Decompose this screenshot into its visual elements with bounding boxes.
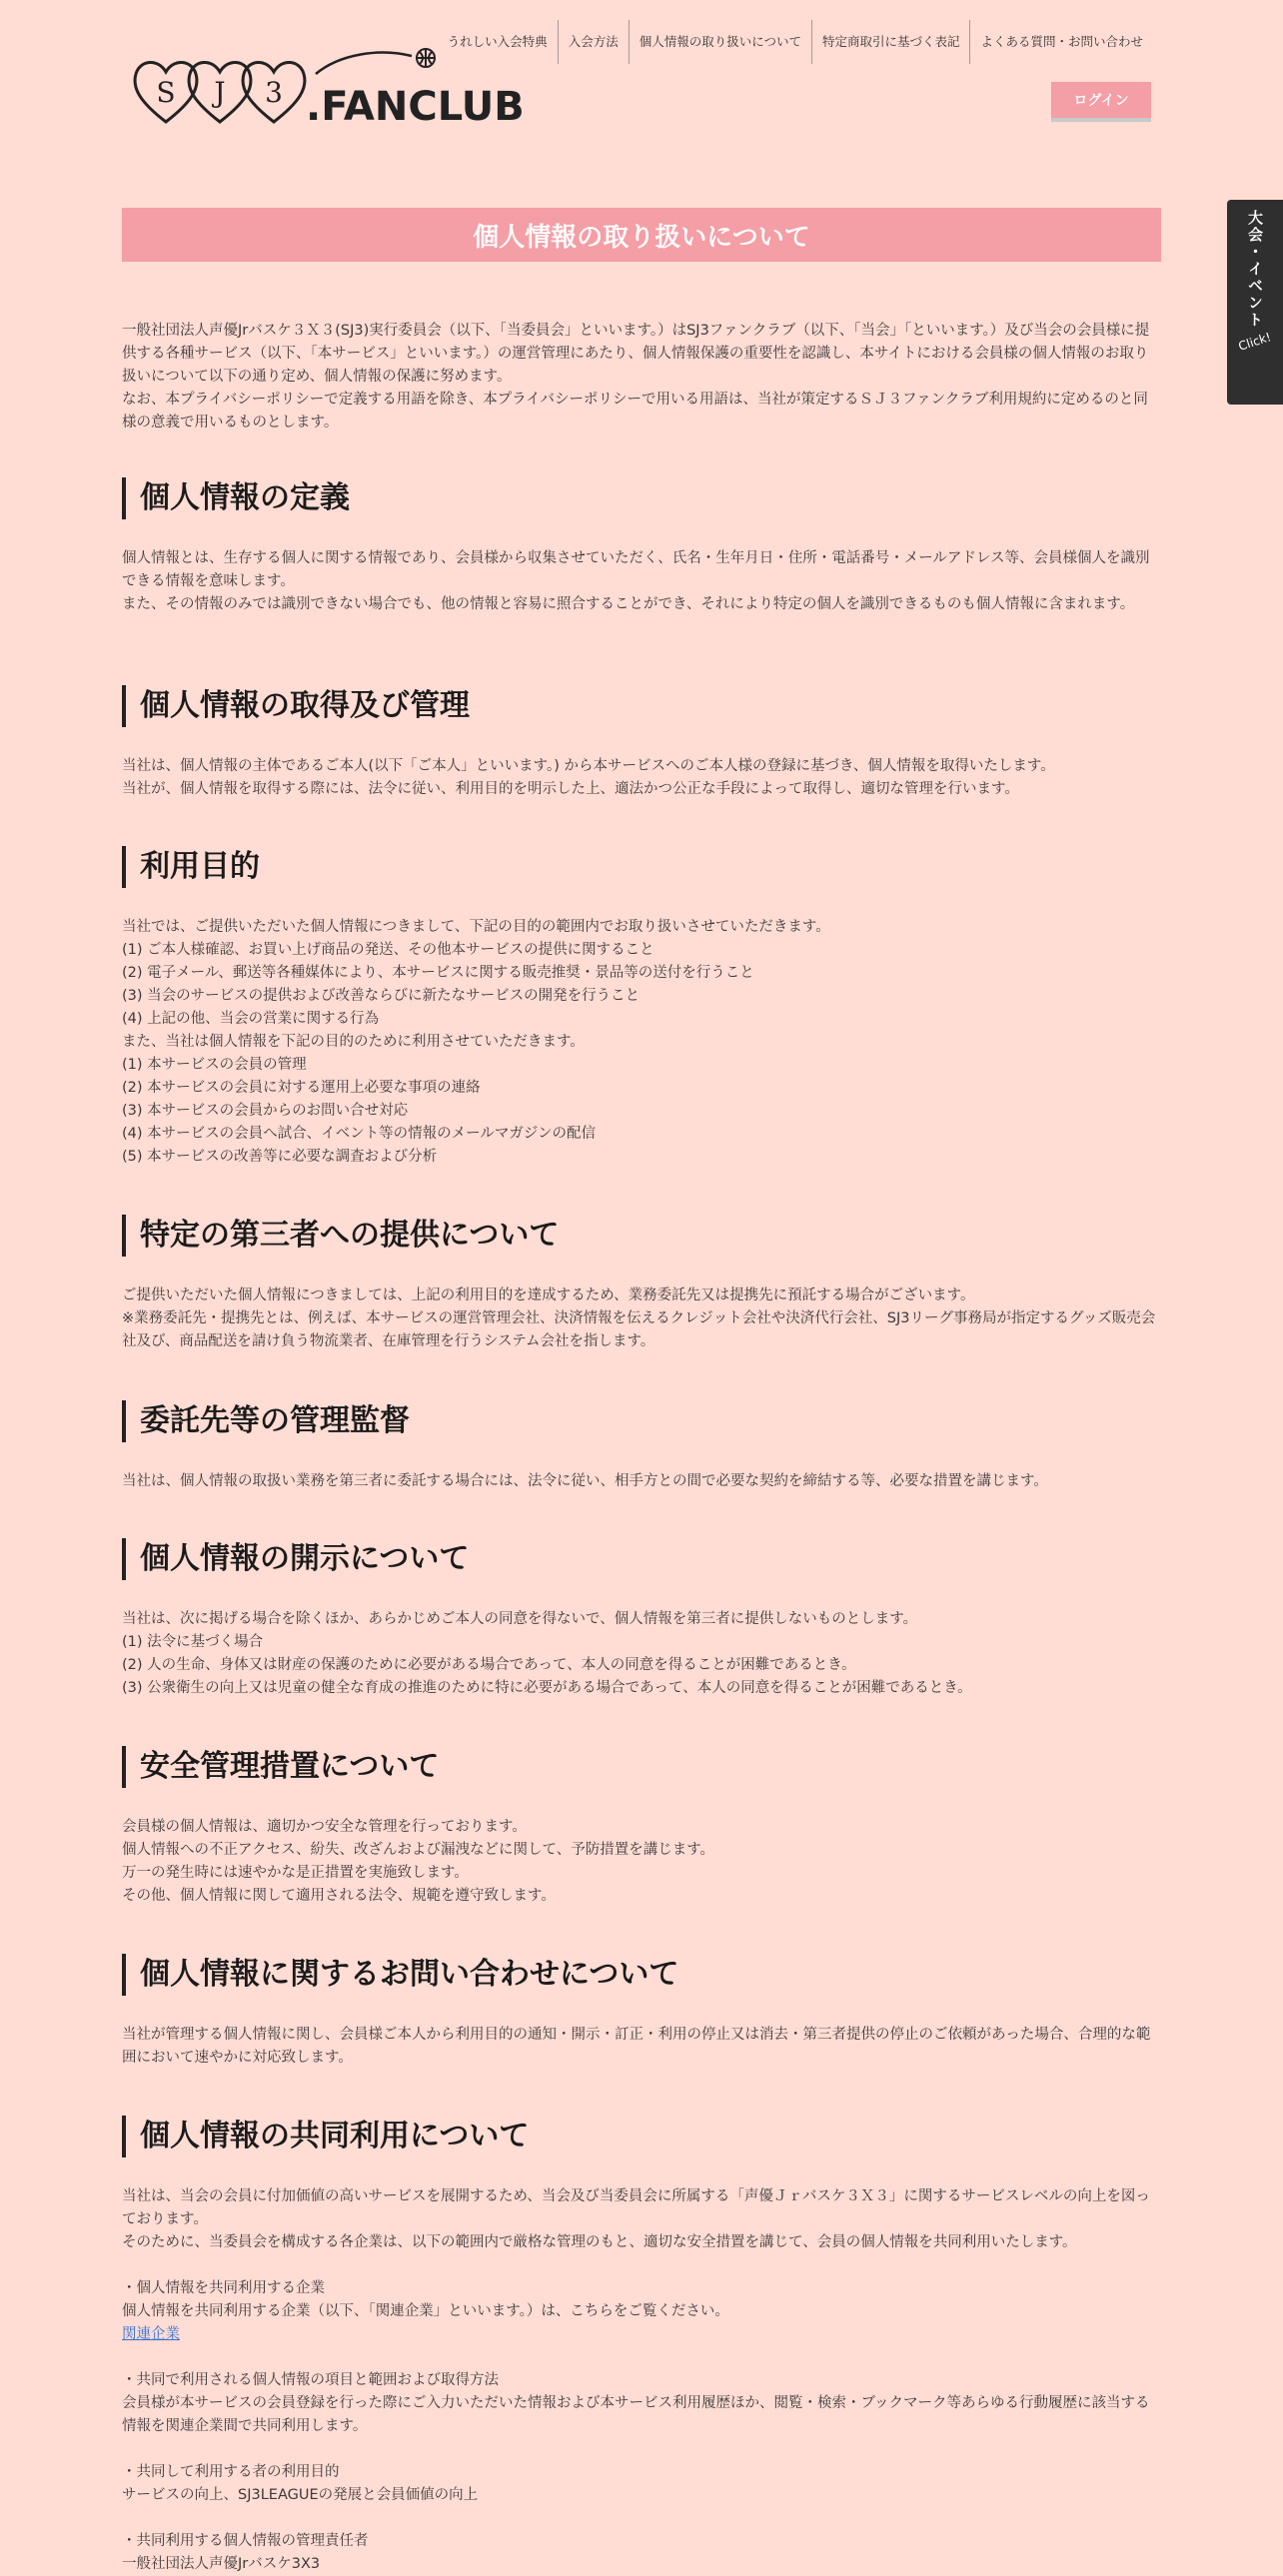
section-definition bbox=[122, 477, 1161, 616]
list-item: (5) 本サービスの改善等に必要な調査および分析 bbox=[122, 1149, 438, 1165]
section-heading: 安全管理措置について bbox=[122, 1746, 1161, 1788]
section-text: 個人情報への不正アクセス、紛失、改ざんおよび漏洩などに関して、予防措置を講じます。 bbox=[122, 1842, 715, 1858]
page-title: 個人情報の取り扱いについて bbox=[122, 208, 1161, 262]
nav-privacy[interactable]: 個人情報の取り扱いについて bbox=[629, 20, 811, 64]
section-third-party bbox=[122, 1215, 1161, 1353]
section-text: 当社は、個人情報の主体であるご本人(以下「ご本人」といいます。) から本サービスへのご本人様の登録に基づき、個人情報を取得いたします。 bbox=[122, 758, 1055, 774]
list-item: (3) 本サービスの会員からのお問い合せ対応 bbox=[122, 1103, 409, 1119]
section-text: 個人情報とは、生存する個人に関する情報であり、会員様から収集させていただく、氏名・生年月日・住所・電話番号・メールアドレス等、会員様個人を識別できる情報を意味します。 bbox=[122, 550, 1150, 589]
nav-join[interactable]: 入会方法 bbox=[558, 20, 629, 64]
list-item: (3) 当会のサービスの提供および改善ならびに新たなサービスの開発を行うこと bbox=[122, 988, 641, 1004]
section-joint-use bbox=[122, 2116, 1161, 2576]
section-text: 一般社団法人声優Jrバスケ3X3 bbox=[122, 2556, 321, 2572]
list-item: (2) 人の生命、身体又は財産の保護のために必要がある場合であって、本人の同意を得ることが困難であるとき。 bbox=[122, 1657, 856, 1673]
list-item: (3) 公衆衛生の向上又は児童の健全な育成の推進のために特に必要がある場合であって、本人の同意を得ることが困難であるとき。 bbox=[122, 1680, 972, 1696]
section-disclosure bbox=[122, 1538, 1161, 1700]
section-text: ※業務委託先・提携先とは、例えば、本サービスの運営管理会社、決済情報を伝えるクレジット会社や決済代行会社、SJ3リーグ事務局が指定するグッズ販売会社及び、商品配送を請け負う物流業者、在庫管理を行うシステム会社を指します。 bbox=[122, 1310, 1156, 1349]
section-text: 当社は、個人情報の取扱い業務を第三者に委託する場合には、法令に従い、相手方との間で必要な契約を締結する等、必要な措置を講じます。 bbox=[122, 1473, 1048, 1489]
section-text: 当社が、個人情報を取得する際には、法令に従い、利用目的を明示した上、適法かつ公正な手段によって取得し、適切な管理を行います。 bbox=[122, 781, 1019, 797]
section-heading: 利用目的 bbox=[122, 846, 1161, 888]
section-heading: 委託先等の管理監督 bbox=[122, 1400, 1161, 1442]
logo-wordmark: .FANCLUB bbox=[306, 84, 525, 130]
section-purpose bbox=[122, 846, 1161, 1169]
list-item: (2) 本サービスの会員に対する運用上必要な事項の連絡 bbox=[122, 1080, 481, 1096]
list-item: (1) 本サービスの会員の管理 bbox=[122, 1057, 307, 1073]
section-text: 当社は、次に掲げる場合を除くほか、あらかじめご本人の同意を得ないで、個人情報を第三者に提供しないものとします。 bbox=[122, 1611, 918, 1627]
section-text: 会員様が本サービスの会員登録を行った際にご入力いただいた情報および本サービス利用履歴ほか、閲覧・検索・ブックマーク等あらゆる行動履歴に該当する情報を関連企業間で共同利用します。 bbox=[122, 2395, 1150, 2434]
subsection-heading: ・共同で利用される個人情報の項目と範囲および取得方法 bbox=[122, 2372, 499, 2388]
section-text: 万一の発生時には速やかな是正措置を実施致します。 bbox=[122, 1865, 469, 1881]
section-heading: 特定の第三者への提供について bbox=[122, 1215, 1161, 1257]
section-security bbox=[122, 1746, 1161, 1908]
section-heading: 個人情報に関するお問い合わせについて bbox=[122, 1954, 1161, 1996]
section-supervision bbox=[122, 1400, 1161, 1493]
logo-arc bbox=[316, 53, 412, 74]
list-item: (1) 法令に基づく場合 bbox=[122, 1634, 264, 1650]
section-heading: 個人情報の開示について bbox=[122, 1538, 1161, 1580]
nav-benefits[interactable]: うれしい入会特典 bbox=[447, 34, 548, 49]
list-item: (4) 上記の他、当会の営業に関する行為 bbox=[122, 1011, 380, 1027]
section-text: 当社は、当会の会員に付加価値の高いサービスを展開するため、当会及び当委員会に所属する「声優Ｊｒバスケ３Ｘ３」に関するサービスレベルの向上を図っております。 bbox=[122, 2188, 1150, 2227]
subsection-heading: ・個人情報を共同利用する企業 bbox=[122, 2280, 325, 2296]
section-text: 当社が管理する個人情報に関し、会員様ご本人から利用目的の通知・開示・訂正・利用の停止又は消去・第三者提供の停止のご依頼があった場合、合理的な範囲において速やかに対応致します。 bbox=[122, 2027, 1151, 2066]
list-item: (1) ご本人様確認、お買い上げ商品の発送、その他本サービスの提供に関すること bbox=[122, 942, 654, 958]
intro bbox=[122, 320, 1161, 434]
list-item: (2) 電子メール、郵送等各種媒体により、本サービスに関する販売推奨・景品等の送付を行うこと bbox=[122, 965, 754, 981]
login-button[interactable]: ログイン bbox=[1051, 82, 1151, 122]
section-heading: 個人情報の定義 bbox=[122, 477, 1161, 519]
section-text: また、当社は個人情報を下記の目的のために利用させていただきます。 bbox=[122, 1034, 585, 1050]
subsection-heading: ・共同利用する個人情報の管理責任者 bbox=[122, 2533, 369, 2549]
nav-commerce-law[interactable]: 特定商取引に基づく表記 bbox=[811, 20, 970, 64]
intro-paragraph: なお、本プライバシーポリシーで定義する用語を除き、本プライバシーポリシーで用いる用語は、当社が策定するＳＪ３ファンクラブ利用規約に定めるのと同様の意義で用いるものとします。 bbox=[122, 392, 1148, 430]
section-text: 個人情報を共同利用する企業（以下、「関連企業」といいます。）は、こちらをご覧ください。 bbox=[122, 2303, 729, 2319]
section-text: そのために、当委員会を構成する各企業は、以下の範囲内で厳格な管理のもと、適切な安全措置を講じて、会員の個人情報を共同利用いたします。 bbox=[122, 2234, 1077, 2250]
section-acquisition bbox=[122, 685, 1161, 801]
section-text: その他、個人情報に関して適用される法令、規範を遵守致します。 bbox=[122, 1888, 556, 1904]
section-text: また、その情報のみでは識別できない場合でも、他の情報と容易に照合することができ、それにより特定の個人を識別できるものも個人情報に含まれます。 bbox=[122, 596, 1135, 612]
side-tab-label: 大会・イベント bbox=[1246, 210, 1264, 329]
side-tab-click: Click! bbox=[1236, 330, 1274, 354]
subsection-heading: ・共同して利用する者の利用目的 bbox=[122, 2464, 340, 2480]
section-text: ご提供いただいた個人情報につきましては、上記の利用目的を達成するため、業務委託先又は提携先に預託する場合がございます。 bbox=[122, 1288, 975, 1303]
event-side-tab[interactable] bbox=[1227, 200, 1283, 405]
intro-paragraph: 一般社団法人声優Jrバスケ３Ｘ３(SJ3)実行委員会（以下、「当委員会」といいます。）はSJ3ファンクラブ（以下、「当会」「といいます。）及び当会の会員様に提供する各種サービス（以下、「本サービス」といいます。）の運営管理にあたり、個人情報保護の重要性を認識し、本サイトにおける会員様の個人情報のお取り扱いについて以下の通り定め、個人情報の保護に努めます。 bbox=[122, 323, 1150, 385]
section-heading: 個人情報の共同利用について bbox=[122, 2116, 1161, 2157]
section-text: 会員様の個人情報は、適切かつ安全な管理を行っております。 bbox=[122, 1819, 527, 1835]
list-item: (4) 本サービスの会員へ試合、イベント等の情報のメールマガジンの配信 bbox=[122, 1126, 596, 1142]
basketball-icon bbox=[417, 49, 435, 67]
logo-letter-3: 3 bbox=[265, 76, 283, 109]
logo-letter-s: S bbox=[156, 76, 176, 109]
logo-letter-j: J bbox=[214, 76, 226, 109]
section-text: サービスの向上、SJ3LEAGUEの発展と会員価値の向上 bbox=[122, 2487, 479, 2503]
section-heading: 個人情報の取得及び管理 bbox=[122, 685, 1161, 727]
section-text: 当社では、ご提供いただいた個人情報につきまして、下記の目的の範囲内でお取り扱いさせていただきます。 bbox=[122, 919, 830, 935]
section-inquiry bbox=[122, 1954, 1161, 2070]
top-nav bbox=[438, 20, 1153, 64]
related-companies-link[interactable]: 関連企業 bbox=[122, 2326, 180, 2342]
nav-faq[interactable]: よくある質問・お問い合わせ bbox=[969, 20, 1153, 64]
